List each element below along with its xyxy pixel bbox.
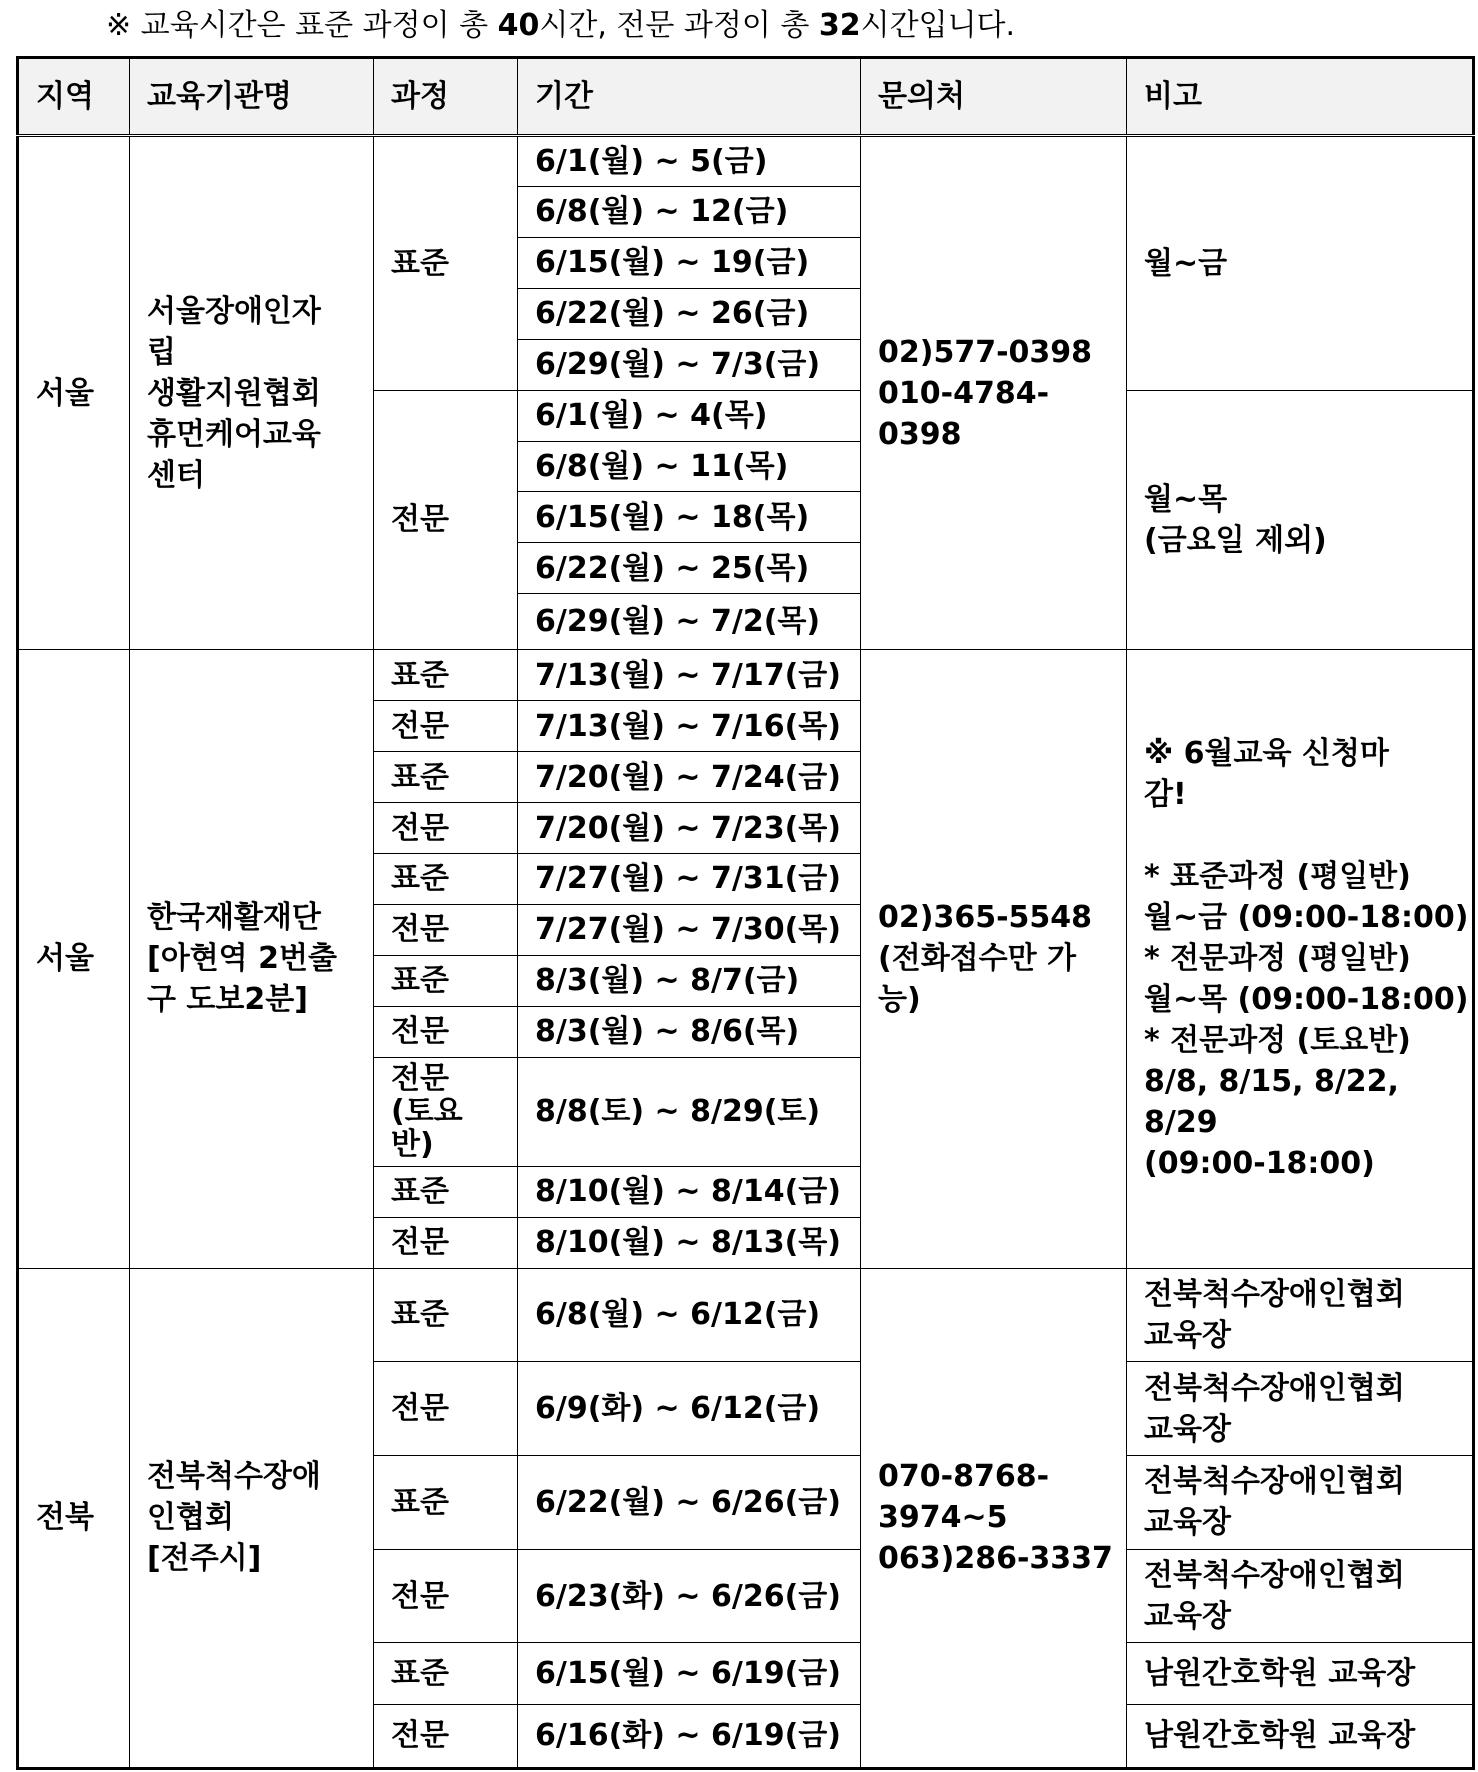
- period-cell: 8/8(토) ~ 8/29(토): [518, 1057, 861, 1166]
- contact-cell: 02)577-0398 010-4784- 0398: [861, 136, 1127, 650]
- course-cell: 표준: [374, 1268, 518, 1362]
- header-org: 교육기관명: [130, 58, 374, 136]
- period-cell: 6/16(화) ~ 6/19(금): [518, 1704, 861, 1768]
- period-cell: 6/29(월) ~ 7/3(금): [518, 339, 861, 390]
- note-cell: 전북척수장애인협회 교육장: [1127, 1549, 1474, 1643]
- period-cell: 6/8(월) ~ 12(금): [518, 186, 861, 237]
- period-cell: 6/29(월) ~ 7/2(목): [518, 594, 861, 650]
- period-cell: 7/20(월) ~ 7/23(목): [518, 803, 861, 854]
- header-region: 지역: [18, 58, 130, 136]
- note-cell: 남원간호학원 교육장: [1127, 1643, 1474, 1704]
- note-cell: 전북척수장애인협회 교육장: [1127, 1362, 1474, 1456]
- org-cell: 한국재활재단 [아현역 2번출 구 도보2분]: [130, 650, 374, 1268]
- note-cell: 남원간호학원 교육장: [1127, 1704, 1474, 1768]
- note-cell: 전북척수장애인협회 교육장: [1127, 1455, 1474, 1549]
- contact-cell: 070-8768- 3974~5 063)286-3337: [861, 1268, 1127, 1768]
- period-cell: 6/15(월) ~ 19(금): [518, 237, 861, 288]
- region-cell: 전북: [18, 1268, 130, 1768]
- period-cell: 8/3(월) ~ 8/7(금): [518, 955, 861, 1006]
- region-cell: 서울: [18, 650, 130, 1268]
- course-cell: 전문: [374, 803, 518, 854]
- header-course: 과정: [374, 58, 518, 136]
- table-row: [18, 650, 1474, 701]
- period-cell: 6/23(화) ~ 6/26(금): [518, 1549, 861, 1643]
- period-cell: 6/15(월) ~ 6/19(금): [518, 1643, 861, 1704]
- header-note: 비고: [1127, 58, 1474, 136]
- period-cell: 6/22(월) ~ 6/26(금): [518, 1455, 861, 1549]
- education-schedule-table: [16, 56, 1475, 1770]
- region-cell: 서울: [18, 136, 130, 650]
- contact-cell: 02)365-5548 (전화접수만 가 능): [861, 650, 1127, 1268]
- period-cell: 7/27(월) ~ 7/30(목): [518, 904, 861, 955]
- course-cell: 표준: [374, 1166, 518, 1217]
- table-row: [18, 136, 1474, 187]
- course-cell: 전문: [374, 1549, 518, 1643]
- course-cell: 전문 (토요 반): [374, 1057, 518, 1166]
- course-cell: 전문: [374, 1217, 518, 1268]
- course-cell: 표준: [374, 752, 518, 803]
- period-cell: 8/10(월) ~ 8/13(목): [518, 1217, 861, 1268]
- period-cell: 6/1(월) ~ 4(목): [518, 390, 861, 441]
- header-period: 기간: [518, 58, 861, 136]
- period-cell: 8/3(월) ~ 8/6(목): [518, 1006, 861, 1057]
- course-cell: 전문: [374, 390, 518, 650]
- period-cell: 6/8(월) ~ 6/12(금): [518, 1268, 861, 1362]
- note-cell: 전북척수장애인협회 교육장: [1127, 1268, 1474, 1362]
- org-cell: 서울장애인자 립 생활지원협회 휴먼케어교육 센터: [130, 136, 374, 650]
- course-cell: 전문: [374, 1362, 518, 1456]
- period-cell: 8/10(월) ~ 8/14(금): [518, 1166, 861, 1217]
- course-cell: 전문: [374, 701, 518, 752]
- course-cell: 표준: [374, 650, 518, 701]
- header-row: [18, 58, 1474, 136]
- period-cell: 6/1(월) ~ 5(금): [518, 136, 861, 187]
- period-cell: 7/13(월) ~ 7/16(목): [518, 701, 861, 752]
- period-cell: 6/15(월) ~ 18(목): [518, 492, 861, 543]
- period-cell: 6/8(월) ~ 11(목): [518, 441, 861, 492]
- note-cell: ※ 6월교육 신청마 감! * 표준과정 (평일반) 월~금 (09:00-18:00) * 전문과정 (평일반) 월~목 (09:00-18:00) * 전문과정 (토요반) 8/8, 8/15, 8/22, 8/29 (09:00-18:00): [1127, 650, 1474, 1268]
- period-cell: 6/22(월) ~ 25(목): [518, 543, 861, 594]
- notice-text: ※ 교육시간은 표준 과정이 총 40시간, 전문 과정이 총 32시간입니다.: [106, 8, 1016, 43]
- header-contact: 문의처: [861, 58, 1127, 136]
- course-cell: 전문: [374, 1704, 518, 1768]
- course-cell: 표준: [374, 1643, 518, 1704]
- course-cell: 전문: [374, 904, 518, 955]
- course-cell: 전문: [374, 1006, 518, 1057]
- period-cell: 6/9(화) ~ 6/12(금): [518, 1362, 861, 1456]
- period-cell: 7/27(월) ~ 7/31(금): [518, 854, 861, 905]
- course-cell: 표준: [374, 854, 518, 905]
- period-cell: 6/22(월) ~ 26(금): [518, 288, 861, 339]
- course-cell: 표준: [374, 1455, 518, 1549]
- period-cell: 7/20(월) ~ 7/24(금): [518, 752, 861, 803]
- org-cell: 전북척수장애 인협회 [전주시]: [130, 1268, 374, 1768]
- note-cell: 월~금: [1127, 136, 1474, 391]
- course-cell: 표준: [374, 136, 518, 391]
- note-cell: 월~목 (금요일 제외): [1127, 390, 1474, 650]
- table-row: [18, 1268, 1474, 1362]
- course-cell: 표준: [374, 955, 518, 1006]
- period-cell: 7/13(월) ~ 7/17(금): [518, 650, 861, 701]
